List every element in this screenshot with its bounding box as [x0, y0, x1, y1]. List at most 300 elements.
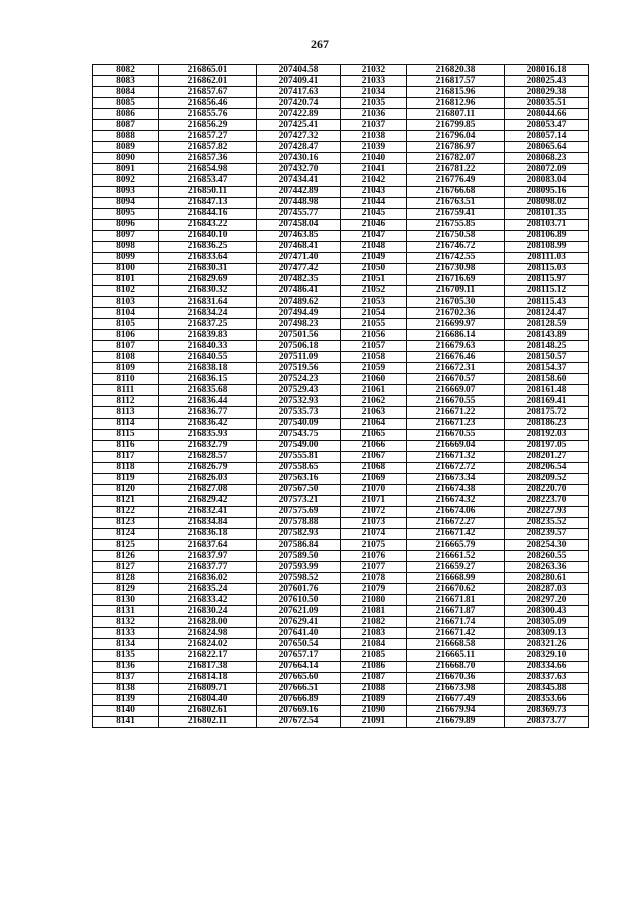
x-coordinate-cell: 216834.24 — [159, 308, 257, 319]
y-coordinate-cell: 208227.93 — [505, 506, 589, 517]
point-id-cell: 8097 — [93, 230, 159, 241]
point-id-cell: 21034 — [341, 87, 407, 98]
y-coordinate-cell: 208353.66 — [505, 694, 589, 705]
point-id-cell: 21047 — [341, 230, 407, 241]
x-coordinate-cell: 216659.27 — [407, 562, 505, 573]
x-coordinate-cell: 216836.42 — [159, 418, 257, 429]
x-coordinate-cell: 216763.51 — [407, 197, 505, 208]
y-coordinate-cell: 208329.10 — [505, 650, 589, 661]
point-id-cell: 21090 — [341, 705, 407, 716]
x-coordinate-cell: 216824.02 — [159, 639, 257, 650]
y-coordinate-cell: 207430.16 — [257, 153, 341, 164]
x-coordinate-cell: 216755.85 — [407, 219, 505, 230]
table-row — [93, 175, 589, 186]
y-coordinate-cell: 208101.35 — [505, 208, 589, 219]
x-coordinate-cell: 216665.79 — [407, 540, 505, 551]
table-row — [93, 462, 589, 473]
table-row — [93, 429, 589, 440]
point-id-cell: 21043 — [341, 186, 407, 197]
table-row — [93, 451, 589, 462]
point-id-cell: 21059 — [341, 363, 407, 374]
table-row — [93, 374, 589, 385]
x-coordinate-cell: 216837.25 — [159, 319, 257, 330]
y-coordinate-cell: 207506.18 — [257, 341, 341, 352]
point-id-cell: 8134 — [93, 639, 159, 650]
y-coordinate-cell: 207427.32 — [257, 131, 341, 142]
y-coordinate-cell: 207409.41 — [257, 76, 341, 87]
table-row — [93, 562, 589, 573]
point-id-cell: 8120 — [93, 484, 159, 495]
x-coordinate-cell: 216830.31 — [159, 263, 257, 274]
x-coordinate-cell: 216672.27 — [407, 517, 505, 528]
x-coordinate-cell: 216670.55 — [407, 396, 505, 407]
y-coordinate-cell: 207621.09 — [257, 606, 341, 617]
y-coordinate-cell: 208263.36 — [505, 562, 589, 573]
x-coordinate-cell: 216671.22 — [407, 407, 505, 418]
x-coordinate-cell: 216817.38 — [159, 661, 257, 672]
x-coordinate-cell: 216676.46 — [407, 352, 505, 363]
point-id-cell: 21069 — [341, 473, 407, 484]
point-id-cell: 21077 — [341, 562, 407, 573]
point-id-cell: 8094 — [93, 197, 159, 208]
y-coordinate-cell: 207666.51 — [257, 683, 341, 694]
x-coordinate-cell: 216705.30 — [407, 296, 505, 307]
x-coordinate-cell: 216709.11 — [407, 285, 505, 296]
x-coordinate-cell: 216802.61 — [159, 705, 257, 716]
table-row — [93, 285, 589, 296]
x-coordinate-cell: 216857.67 — [159, 87, 257, 98]
table-row — [93, 506, 589, 517]
x-coordinate-cell: 216820.38 — [407, 65, 505, 76]
y-coordinate-cell: 208287.03 — [505, 584, 589, 595]
y-coordinate-cell: 208223.70 — [505, 495, 589, 506]
table-row — [93, 440, 589, 451]
y-coordinate-cell: 207489.62 — [257, 296, 341, 307]
y-coordinate-cell: 207404.58 — [257, 65, 341, 76]
x-coordinate-cell: 216840.33 — [159, 341, 257, 352]
x-coordinate-cell: 216830.32 — [159, 285, 257, 296]
x-coordinate-cell: 216840.55 — [159, 352, 257, 363]
point-id-cell: 8136 — [93, 661, 159, 672]
y-coordinate-cell: 208098.02 — [505, 197, 589, 208]
x-coordinate-cell: 216804.40 — [159, 694, 257, 705]
point-id-cell: 8092 — [93, 175, 159, 186]
y-coordinate-cell: 207582.93 — [257, 528, 341, 539]
y-coordinate-cell: 208044.66 — [505, 109, 589, 120]
x-coordinate-cell: 216847.13 — [159, 197, 257, 208]
page-number: 267 — [311, 37, 329, 51]
y-coordinate-cell: 208345.88 — [505, 683, 589, 694]
point-id-cell: 21065 — [341, 429, 407, 440]
y-coordinate-cell: 207468.41 — [257, 241, 341, 252]
x-coordinate-cell: 216857.36 — [159, 153, 257, 164]
point-id-cell: 21084 — [341, 639, 407, 650]
point-id-cell: 8118 — [93, 462, 159, 473]
point-id-cell: 8099 — [93, 252, 159, 263]
point-id-cell: 8105 — [93, 319, 159, 330]
y-coordinate-cell: 208148.25 — [505, 341, 589, 352]
y-coordinate-cell: 207448.98 — [257, 197, 341, 208]
point-id-cell: 21062 — [341, 396, 407, 407]
x-coordinate-cell: 216809.71 — [159, 683, 257, 694]
point-id-cell: 21079 — [341, 584, 407, 595]
point-id-cell: 8112 — [93, 396, 159, 407]
x-coordinate-cell: 216837.77 — [159, 562, 257, 573]
y-coordinate-cell: 208106.89 — [505, 230, 589, 241]
table-row — [93, 109, 589, 120]
y-coordinate-cell: 207558.65 — [257, 462, 341, 473]
y-coordinate-cell: 207432.70 — [257, 164, 341, 175]
y-coordinate-cell: 207543.75 — [257, 429, 341, 440]
x-coordinate-cell: 216844.16 — [159, 208, 257, 219]
x-coordinate-cell: 216862.01 — [159, 76, 257, 87]
y-coordinate-cell: 208095.16 — [505, 186, 589, 197]
x-coordinate-cell: 216668.70 — [407, 661, 505, 672]
x-coordinate-cell: 216829.42 — [159, 495, 257, 506]
table-row — [93, 595, 589, 606]
table-row — [93, 263, 589, 274]
point-id-cell: 8084 — [93, 87, 159, 98]
point-id-cell: 21074 — [341, 528, 407, 539]
point-id-cell: 8131 — [93, 606, 159, 617]
y-coordinate-cell: 208201.27 — [505, 451, 589, 462]
y-coordinate-cell: 208115.03 — [505, 263, 589, 274]
x-coordinate-cell: 216833.64 — [159, 252, 257, 263]
point-id-cell: 8117 — [93, 451, 159, 462]
y-coordinate-cell: 208192.03 — [505, 429, 589, 440]
y-coordinate-cell: 207471.40 — [257, 252, 341, 263]
table-row — [93, 661, 589, 672]
x-coordinate-cell: 216857.27 — [159, 131, 257, 142]
x-coordinate-cell: 216829.69 — [159, 274, 257, 285]
table-row — [93, 319, 589, 330]
point-id-cell: 8082 — [93, 65, 159, 76]
x-coordinate-cell: 216835.93 — [159, 429, 257, 440]
point-id-cell: 8127 — [93, 562, 159, 573]
table-row — [93, 484, 589, 495]
y-coordinate-cell: 208111.03 — [505, 252, 589, 263]
point-id-cell: 8095 — [93, 208, 159, 219]
point-id-cell: 8130 — [93, 595, 159, 606]
x-coordinate-cell: 216815.96 — [407, 87, 505, 98]
y-coordinate-cell: 208016.18 — [505, 65, 589, 76]
point-id-cell: 21036 — [341, 109, 407, 120]
y-coordinate-cell: 207455.77 — [257, 208, 341, 219]
x-coordinate-cell: 216716.69 — [407, 274, 505, 285]
point-id-cell: 8132 — [93, 617, 159, 628]
point-id-cell: 21087 — [341, 672, 407, 683]
table-row — [93, 517, 589, 528]
table-row — [93, 628, 589, 639]
table-row — [93, 197, 589, 208]
y-coordinate-cell: 208169.41 — [505, 396, 589, 407]
table-row — [93, 341, 589, 352]
y-coordinate-cell: 207641.40 — [257, 628, 341, 639]
y-coordinate-cell: 207428.47 — [257, 142, 341, 153]
point-id-cell: 8102 — [93, 285, 159, 296]
x-coordinate-cell: 216670.55 — [407, 429, 505, 440]
y-coordinate-cell: 208065.64 — [505, 142, 589, 153]
point-id-cell: 8104 — [93, 308, 159, 319]
y-coordinate-cell: 207501.56 — [257, 330, 341, 341]
point-id-cell: 21039 — [341, 142, 407, 153]
x-coordinate-cell: 216674.32 — [407, 495, 505, 506]
table-row — [93, 164, 589, 175]
y-coordinate-cell: 207417.63 — [257, 87, 341, 98]
point-id-cell: 21064 — [341, 418, 407, 429]
y-coordinate-cell: 207593.99 — [257, 562, 341, 573]
x-coordinate-cell: 216674.38 — [407, 484, 505, 495]
point-id-cell: 8088 — [93, 131, 159, 142]
x-coordinate-cell: 216832.41 — [159, 506, 257, 517]
x-coordinate-cell: 216679.89 — [407, 716, 505, 727]
x-coordinate-cell: 216831.64 — [159, 296, 257, 307]
y-coordinate-cell: 208108.99 — [505, 241, 589, 252]
x-coordinate-cell: 216857.82 — [159, 142, 257, 153]
table-row — [93, 65, 589, 76]
y-coordinate-cell: 207463.85 — [257, 230, 341, 241]
y-coordinate-cell: 207498.23 — [257, 319, 341, 330]
point-id-cell: 21032 — [341, 65, 407, 76]
point-id-cell: 21063 — [341, 407, 407, 418]
table-row — [93, 208, 589, 219]
x-coordinate-cell: 216836.18 — [159, 528, 257, 539]
x-coordinate-cell: 216671.42 — [407, 528, 505, 539]
x-coordinate-cell: 216671.81 — [407, 595, 505, 606]
table-row — [93, 219, 589, 230]
y-coordinate-cell: 207669.16 — [257, 705, 341, 716]
point-id-cell: 21061 — [341, 385, 407, 396]
x-coordinate-cell: 216839.83 — [159, 330, 257, 341]
x-coordinate-cell: 216796.04 — [407, 131, 505, 142]
y-coordinate-cell: 207629.41 — [257, 617, 341, 628]
x-coordinate-cell: 216799.85 — [407, 120, 505, 131]
x-coordinate-cell: 216776.49 — [407, 175, 505, 186]
y-coordinate-cell: 207665.60 — [257, 672, 341, 683]
table-row — [93, 573, 589, 584]
x-coordinate-cell: 216840.10 — [159, 230, 257, 241]
table-row — [93, 241, 589, 252]
y-coordinate-cell: 208158.60 — [505, 374, 589, 385]
x-coordinate-cell: 216759.41 — [407, 208, 505, 219]
y-coordinate-cell: 207442.89 — [257, 186, 341, 197]
y-coordinate-cell: 208337.63 — [505, 672, 589, 683]
point-id-cell: 8096 — [93, 219, 159, 230]
point-id-cell: 21051 — [341, 274, 407, 285]
y-coordinate-cell: 208254.30 — [505, 540, 589, 551]
table-row — [93, 606, 589, 617]
y-coordinate-cell: 208369.73 — [505, 705, 589, 716]
table-row — [93, 407, 589, 418]
x-coordinate-cell: 216672.72 — [407, 462, 505, 473]
y-coordinate-cell: 208239.57 — [505, 528, 589, 539]
y-coordinate-cell: 207524.23 — [257, 374, 341, 385]
point-id-cell: 8116 — [93, 440, 159, 451]
y-coordinate-cell: 208321.26 — [505, 639, 589, 650]
x-coordinate-cell: 216670.36 — [407, 672, 505, 683]
y-coordinate-cell: 207650.54 — [257, 639, 341, 650]
point-id-cell: 21042 — [341, 175, 407, 186]
y-coordinate-cell: 207563.16 — [257, 473, 341, 484]
y-coordinate-cell: 208260.55 — [505, 551, 589, 562]
table-row — [93, 650, 589, 661]
x-coordinate-cell: 216856.29 — [159, 120, 257, 131]
x-coordinate-cell: 216671.87 — [407, 606, 505, 617]
x-coordinate-cell: 216807.11 — [407, 109, 505, 120]
table-row — [93, 528, 589, 539]
y-coordinate-cell: 207494.49 — [257, 308, 341, 319]
x-coordinate-cell: 216661.52 — [407, 551, 505, 562]
y-coordinate-cell: 207575.69 — [257, 506, 341, 517]
y-coordinate-cell: 208143.89 — [505, 330, 589, 341]
y-coordinate-cell: 207610.50 — [257, 595, 341, 606]
point-id-cell: 8090 — [93, 153, 159, 164]
y-coordinate-cell: 207519.56 — [257, 363, 341, 374]
x-coordinate-cell: 216814.18 — [159, 672, 257, 683]
x-coordinate-cell: 216854.98 — [159, 164, 257, 175]
x-coordinate-cell: 216828.57 — [159, 451, 257, 462]
table-row — [93, 551, 589, 562]
point-id-cell: 21044 — [341, 197, 407, 208]
point-id-cell: 21068 — [341, 462, 407, 473]
y-coordinate-cell: 207555.81 — [257, 451, 341, 462]
point-id-cell: 21056 — [341, 330, 407, 341]
point-id-cell: 21045 — [341, 208, 407, 219]
table-row — [93, 252, 589, 263]
point-id-cell: 21049 — [341, 252, 407, 263]
point-id-cell: 8138 — [93, 683, 159, 694]
y-coordinate-cell: 208083.04 — [505, 175, 589, 186]
point-id-cell: 21067 — [341, 451, 407, 462]
x-coordinate-cell: 216836.77 — [159, 407, 257, 418]
point-id-cell: 8083 — [93, 76, 159, 87]
table-row — [93, 617, 589, 628]
y-coordinate-cell: 207657.17 — [257, 650, 341, 661]
x-coordinate-cell: 216670.62 — [407, 584, 505, 595]
point-id-cell: 21053 — [341, 296, 407, 307]
y-coordinate-cell: 207573.21 — [257, 495, 341, 506]
y-coordinate-cell: 207672.54 — [257, 716, 341, 727]
point-id-cell: 8100 — [93, 263, 159, 274]
y-coordinate-cell: 208220.70 — [505, 484, 589, 495]
y-coordinate-cell: 208025.43 — [505, 76, 589, 87]
y-coordinate-cell: 208115.12 — [505, 285, 589, 296]
point-id-cell: 21082 — [341, 617, 407, 628]
x-coordinate-cell: 216679.63 — [407, 341, 505, 352]
point-id-cell: 21075 — [341, 540, 407, 551]
table-row — [93, 296, 589, 307]
x-coordinate-cell: 216817.57 — [407, 76, 505, 87]
x-coordinate-cell: 216836.44 — [159, 396, 257, 407]
y-coordinate-cell: 208029.38 — [505, 87, 589, 98]
point-id-cell: 8107 — [93, 341, 159, 352]
x-coordinate-cell: 216837.64 — [159, 540, 257, 551]
y-coordinate-cell: 208373.77 — [505, 716, 589, 727]
point-id-cell: 8098 — [93, 241, 159, 252]
point-id-cell: 21080 — [341, 595, 407, 606]
y-coordinate-cell: 207486.41 — [257, 285, 341, 296]
point-id-cell: 8128 — [93, 573, 159, 584]
x-coordinate-cell: 216679.94 — [407, 705, 505, 716]
point-id-cell: 8103 — [93, 296, 159, 307]
point-id-cell: 21081 — [341, 606, 407, 617]
x-coordinate-cell: 216786.97 — [407, 142, 505, 153]
x-coordinate-cell: 216855.76 — [159, 109, 257, 120]
point-id-cell: 8121 — [93, 495, 159, 506]
table-row — [93, 495, 589, 506]
point-id-cell: 8111 — [93, 385, 159, 396]
y-coordinate-cell: 207664.14 — [257, 661, 341, 672]
table-row — [93, 705, 589, 716]
point-id-cell: 8085 — [93, 98, 159, 109]
table-row — [93, 131, 589, 142]
y-coordinate-cell: 207420.74 — [257, 98, 341, 109]
coordinates-table — [92, 64, 589, 728]
y-coordinate-cell: 207540.09 — [257, 418, 341, 429]
table-row — [93, 142, 589, 153]
table-row — [93, 473, 589, 484]
x-coordinate-cell: 216833.42 — [159, 595, 257, 606]
table-row — [93, 672, 589, 683]
point-id-cell: 21078 — [341, 573, 407, 584]
table-row — [93, 153, 589, 164]
y-coordinate-cell: 208115.43 — [505, 296, 589, 307]
point-id-cell: 21073 — [341, 517, 407, 528]
y-coordinate-cell: 207482.35 — [257, 274, 341, 285]
x-coordinate-cell: 216837.97 — [159, 551, 257, 562]
point-id-cell: 21071 — [341, 495, 407, 506]
y-coordinate-cell: 208115.97 — [505, 274, 589, 285]
point-id-cell: 8089 — [93, 142, 159, 153]
point-id-cell: 21038 — [341, 131, 407, 142]
point-id-cell: 8124 — [93, 528, 159, 539]
y-coordinate-cell: 208334.66 — [505, 661, 589, 672]
table-row — [93, 639, 589, 650]
y-coordinate-cell: 208072.09 — [505, 164, 589, 175]
y-coordinate-cell: 207589.50 — [257, 551, 341, 562]
point-id-cell: 8108 — [93, 352, 159, 363]
x-coordinate-cell: 216672.31 — [407, 363, 505, 374]
table-row — [93, 363, 589, 374]
x-coordinate-cell: 216671.23 — [407, 418, 505, 429]
point-id-cell: 8122 — [93, 506, 159, 517]
y-coordinate-cell: 208280.61 — [505, 573, 589, 584]
x-coordinate-cell: 216766.68 — [407, 186, 505, 197]
table-row — [93, 330, 589, 341]
y-coordinate-cell: 207578.88 — [257, 517, 341, 528]
y-coordinate-cell: 208305.09 — [505, 617, 589, 628]
point-id-cell: 21052 — [341, 285, 407, 296]
y-coordinate-cell: 208186.23 — [505, 418, 589, 429]
point-id-cell: 21072 — [341, 506, 407, 517]
y-coordinate-cell: 208068.23 — [505, 153, 589, 164]
point-id-cell: 21091 — [341, 716, 407, 727]
point-id-cell: 21086 — [341, 661, 407, 672]
table-row — [93, 418, 589, 429]
x-coordinate-cell: 216668.58 — [407, 639, 505, 650]
point-id-cell: 8114 — [93, 418, 159, 429]
table-row — [93, 120, 589, 131]
point-id-cell: 8139 — [93, 694, 159, 705]
point-id-cell: 8115 — [93, 429, 159, 440]
x-coordinate-cell: 216830.24 — [159, 606, 257, 617]
y-coordinate-cell: 208057.14 — [505, 131, 589, 142]
y-coordinate-cell: 208128.59 — [505, 319, 589, 330]
table-row — [93, 98, 589, 109]
x-coordinate-cell: 216671.32 — [407, 451, 505, 462]
point-id-cell: 21046 — [341, 219, 407, 230]
y-coordinate-cell: 207567.50 — [257, 484, 341, 495]
